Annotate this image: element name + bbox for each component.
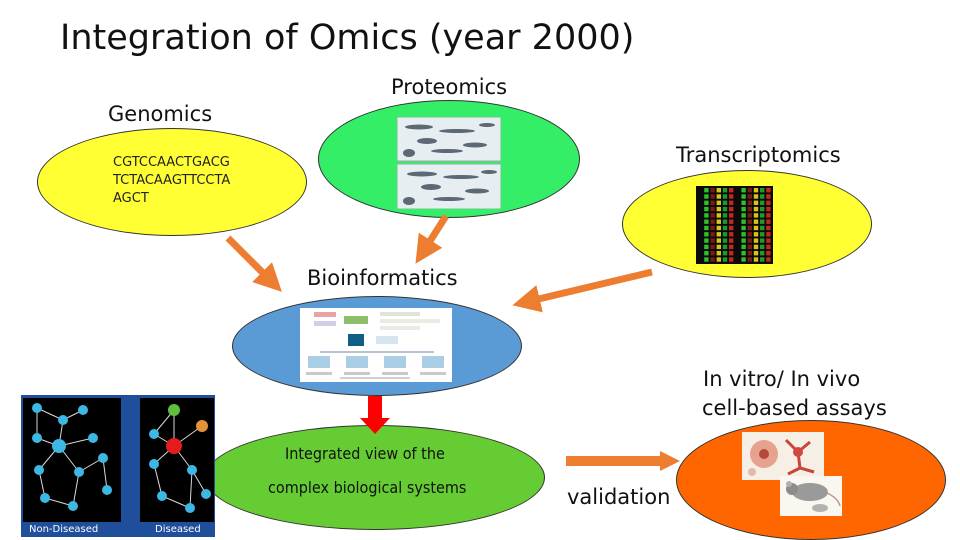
assays-label-line2: cell-based assays [702, 396, 887, 420]
non-diseased-label: Non-Diseased [29, 524, 99, 535]
dna-sequence-line: CGTCCAACTGACG [113, 155, 230, 170]
red-down-arrow-head [360, 418, 390, 434]
integrated-view-text-line1: Integrated view of the [285, 444, 445, 463]
slide-title: Integration of Omics (year 2000) [60, 18, 635, 58]
genomics-label: Genomics [108, 102, 213, 126]
dna-sequence-line: TCTACAAGTTCCTA [113, 173, 231, 188]
validation-arrow-shaft [566, 456, 660, 466]
transcriptomics-label: Transcriptomics [676, 143, 841, 167]
diseased-label: Diseased [155, 524, 201, 535]
proteomics-to-bioinformatics-arrow [423, 216, 446, 252]
transcriptomics-to-bioinformatics-arrow [526, 272, 652, 302]
proteomics-label: Proteomics [391, 75, 508, 99]
dna-sequence-line: AGCT [113, 191, 149, 206]
genomics-to-bioinformatics-arrow [228, 238, 272, 282]
validation-label: validation [567, 485, 671, 509]
red-down-arrow-shaft [368, 396, 382, 420]
integrated-view-text-line2: complex biological systems [268, 478, 467, 497]
assays-label-line1: In vitro/ In vivo [703, 367, 861, 391]
validation-arrow-head [660, 451, 680, 471]
bioinformatics-label: Bioinformatics [307, 266, 458, 290]
